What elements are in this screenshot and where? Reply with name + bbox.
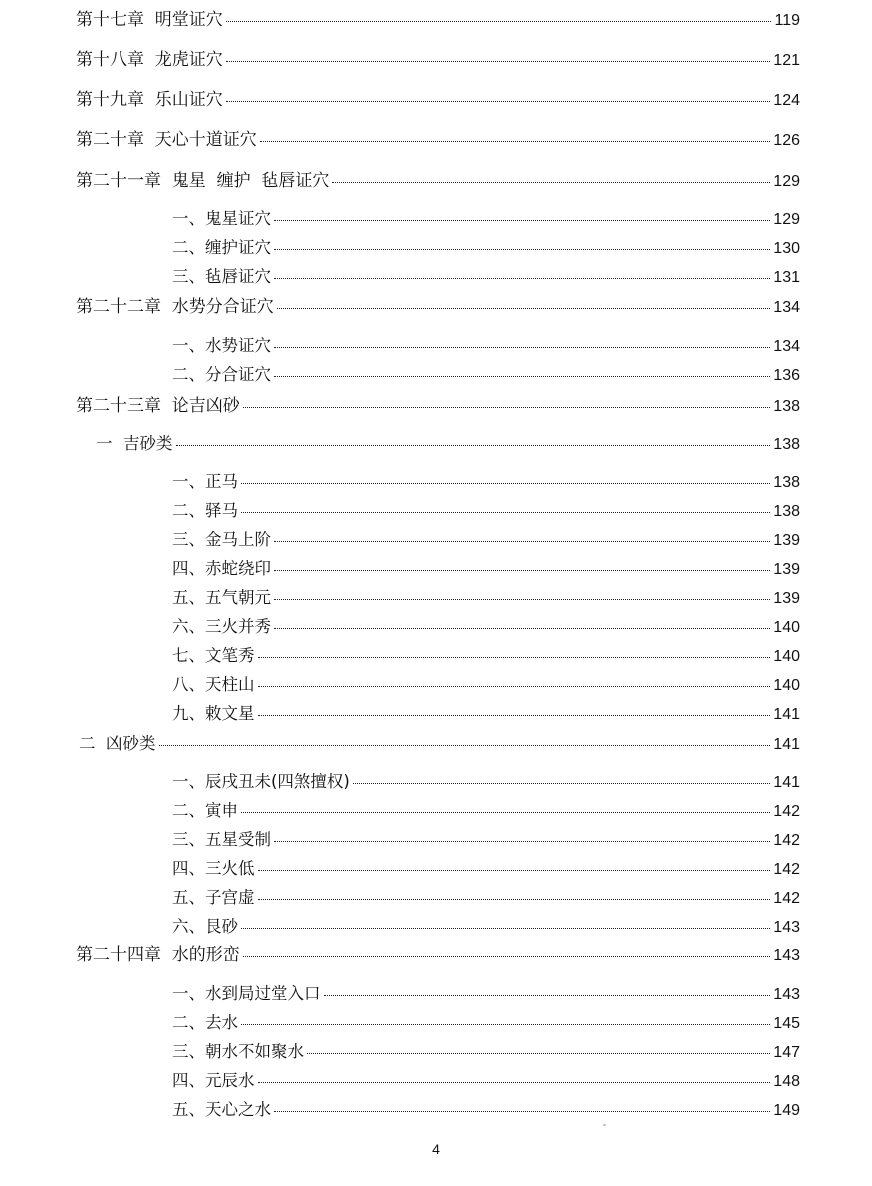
- toc-entry: [172, 364, 800, 387]
- toc-entry: [172, 616, 800, 639]
- dot-leader: [226, 101, 770, 102]
- toc-entry: [172, 800, 800, 823]
- toc-entry-page: 139: [773, 590, 800, 607]
- toc-entry-label: 六、艮砂: [172, 917, 238, 936]
- toc-entry: [172, 858, 800, 881]
- dot-leader: [274, 376, 770, 377]
- toc-entry: [172, 471, 800, 494]
- toc-entry-label: 一、水势证穴: [172, 336, 271, 355]
- toc-entry-label: 五、五气朝元: [172, 588, 271, 607]
- toc-entry-label: 三、毡唇证穴: [172, 267, 271, 286]
- toc-entry-label: 九、敕文星: [172, 704, 255, 723]
- toc-entry-label: 八、天柱山: [172, 675, 255, 694]
- toc-entry: [172, 237, 800, 260]
- dot-leader: [353, 783, 770, 784]
- dot-leader: [241, 812, 770, 813]
- toc-entry-label: 三、金马上阶: [172, 530, 271, 549]
- toc-entry-page: 140: [773, 619, 800, 636]
- toc-entry-label: 五、天心之水: [172, 1100, 271, 1119]
- toc-entry-page: 130: [773, 240, 800, 257]
- toc-entry: [172, 208, 800, 231]
- toc-entry-page: 138: [773, 398, 800, 415]
- dot-leader: [258, 1082, 771, 1083]
- toc-entry-label: 第二十三章 论吉凶砂: [76, 396, 240, 416]
- dot-leader: [258, 899, 771, 900]
- toc-entry-page: 119: [774, 12, 800, 29]
- dot-leader: [274, 841, 770, 842]
- toc-entry-page: 145: [773, 1015, 800, 1032]
- toc-entry-page: 142: [773, 861, 800, 878]
- dot-leader: [258, 657, 771, 658]
- dot-leader: [258, 870, 771, 871]
- toc-entry-page: 139: [773, 532, 800, 549]
- toc-entry-label: 一 吉砂类: [96, 434, 173, 453]
- dot-leader: [241, 928, 770, 929]
- dot-leader: [274, 599, 770, 600]
- toc-entry-label: 第十七章 明堂证穴: [76, 10, 223, 30]
- toc-entry-label: 第二十一章 鬼星 缠护 毡唇证穴: [76, 171, 330, 191]
- dot-leader: [241, 483, 770, 484]
- dot-leader: [274, 570, 770, 571]
- dot-leader: [159, 745, 771, 746]
- toc-entry-page: 139: [773, 561, 800, 578]
- toc-entry-page: 141: [773, 736, 800, 753]
- toc-entry: [172, 829, 800, 852]
- toc-entry-page: 134: [773, 338, 800, 355]
- toc-entry: [172, 335, 800, 358]
- toc-entry: [76, 170, 800, 193]
- toc-entry-label: 三、五星受制: [172, 830, 271, 849]
- toc-entry-label: 一、鬼星证穴: [172, 209, 271, 228]
- toc-entry: [76, 944, 800, 967]
- dot-leader: [307, 1053, 770, 1054]
- toc-entry-page: 147: [773, 1044, 800, 1061]
- toc-entry-page: 142: [773, 803, 800, 820]
- dot-leader: [241, 1024, 770, 1025]
- toc-entry-page: 142: [773, 890, 800, 907]
- dot-leader: [324, 995, 771, 996]
- toc-entry: [172, 587, 800, 610]
- toc-entry: [172, 674, 800, 697]
- dot-leader: [241, 512, 770, 513]
- dot-leader: [274, 541, 770, 542]
- toc-entry-page: 138: [773, 503, 800, 520]
- toc-entry-page: 140: [773, 648, 800, 665]
- dot-leader: [176, 445, 771, 446]
- toc-entry-page: 129: [773, 173, 800, 190]
- toc-entry-label: 一、辰戌丑未(四煞擅权): [172, 772, 350, 791]
- dot-leader: [332, 182, 770, 183]
- toc-entry-page: 136: [773, 367, 800, 384]
- toc-entry-label: 二、缠护证穴: [172, 238, 271, 257]
- toc-entry: [76, 49, 800, 72]
- toc-entry-page: 148: [773, 1073, 800, 1090]
- toc-entry-page: 140: [773, 677, 800, 694]
- dot-leader: [274, 220, 770, 221]
- toc-entry-label: 二、寅申: [172, 801, 238, 820]
- toc-entry-label: 第二十章 天心十道证穴: [76, 130, 257, 150]
- page-number: 4: [432, 1141, 440, 1157]
- toc-entry: [172, 983, 800, 1006]
- dot-leader: [226, 61, 770, 62]
- toc-entry: [172, 1012, 800, 1035]
- dot-leader: [258, 715, 771, 716]
- dot-leader: [274, 278, 770, 279]
- toc-entry-label: 第十九章 乐山证穴: [76, 90, 223, 110]
- dot-leader: [260, 141, 770, 142]
- dot-leader: [274, 1111, 770, 1112]
- toc-entry-label: 第二十二章 水势分合证穴: [76, 297, 274, 317]
- dot-leader: [258, 686, 771, 687]
- toc-entry-label: 一、水到局过堂入口: [172, 984, 321, 1003]
- toc-entry-page: 131: [773, 269, 800, 286]
- toc-entry: [172, 529, 800, 552]
- toc-entry-label: 四、三火低: [172, 859, 255, 878]
- toc-entry: [172, 1099, 800, 1122]
- toc-entry: [76, 296, 800, 319]
- toc-entry-page: 129: [773, 211, 800, 228]
- dot-leader: [277, 308, 770, 309]
- toc-entry-label: 四、元辰水: [172, 1071, 255, 1090]
- toc-entry: [172, 558, 800, 581]
- toc-entry-page: 126: [773, 132, 800, 149]
- toc-entry: [172, 645, 800, 668]
- toc-entry: [172, 1070, 800, 1093]
- dot-leader: [226, 21, 772, 22]
- dot-leader: [274, 347, 770, 348]
- toc-entry-page: 138: [773, 436, 800, 453]
- toc-entry-page: 149: [773, 1102, 800, 1119]
- toc-entry-page: 143: [773, 947, 800, 964]
- toc-entry-page: 141: [773, 774, 800, 791]
- dot-leader: [274, 628, 770, 629]
- dot-leader: [243, 956, 770, 957]
- toc-entry-page: 138: [773, 474, 800, 491]
- toc-entry-page: 124: [773, 92, 800, 109]
- toc-entry: [76, 395, 800, 418]
- toc-entry-page: 143: [773, 986, 800, 1003]
- toc-entry: [76, 9, 800, 32]
- toc-entry-label: 二 凶砂类: [79, 734, 156, 753]
- toc-entry: [76, 89, 800, 112]
- toc-entry: [79, 733, 800, 756]
- toc-entry-label: 三、朝水不如聚水: [172, 1042, 304, 1061]
- toc-entry-label: 七、文笔秀: [172, 646, 255, 665]
- toc-entry-page: 141: [773, 706, 800, 723]
- dot-leader: [243, 407, 770, 408]
- toc-entry-label: 五、子宫虚: [172, 888, 255, 907]
- toc-entry-page: 134: [773, 299, 800, 316]
- toc-entry-label: 第二十四章 水的形峦: [76, 945, 240, 965]
- toc-entry-label: 二、去水: [172, 1013, 238, 1032]
- toc-entry-page: 121: [773, 52, 800, 69]
- toc-entry: [172, 500, 800, 523]
- toc-entry-page: 143: [773, 919, 800, 936]
- toc-entry: [96, 433, 800, 456]
- toc-entry-label: 第十八章 龙虎证穴: [76, 50, 223, 70]
- toc-entry-label: 一、正马: [172, 472, 238, 491]
- toc-entry: [172, 703, 800, 726]
- toc-entry: [172, 1041, 800, 1064]
- toc-entry: [76, 129, 800, 152]
- toc-entry: [172, 266, 800, 289]
- toc-entry-label: 二、分合证穴: [172, 365, 271, 384]
- toc-entry: [172, 771, 800, 794]
- toc-entry-page: 142: [773, 832, 800, 849]
- scan-speck: [603, 1124, 606, 1126]
- toc-entry-label: 二、驿马: [172, 501, 238, 520]
- toc-entry-label: 四、赤蛇绕印: [172, 559, 271, 578]
- toc-entry-label: 六、三火并秀: [172, 617, 271, 636]
- toc-entry: [172, 887, 800, 910]
- dot-leader: [274, 249, 770, 250]
- toc-entry: [172, 916, 800, 939]
